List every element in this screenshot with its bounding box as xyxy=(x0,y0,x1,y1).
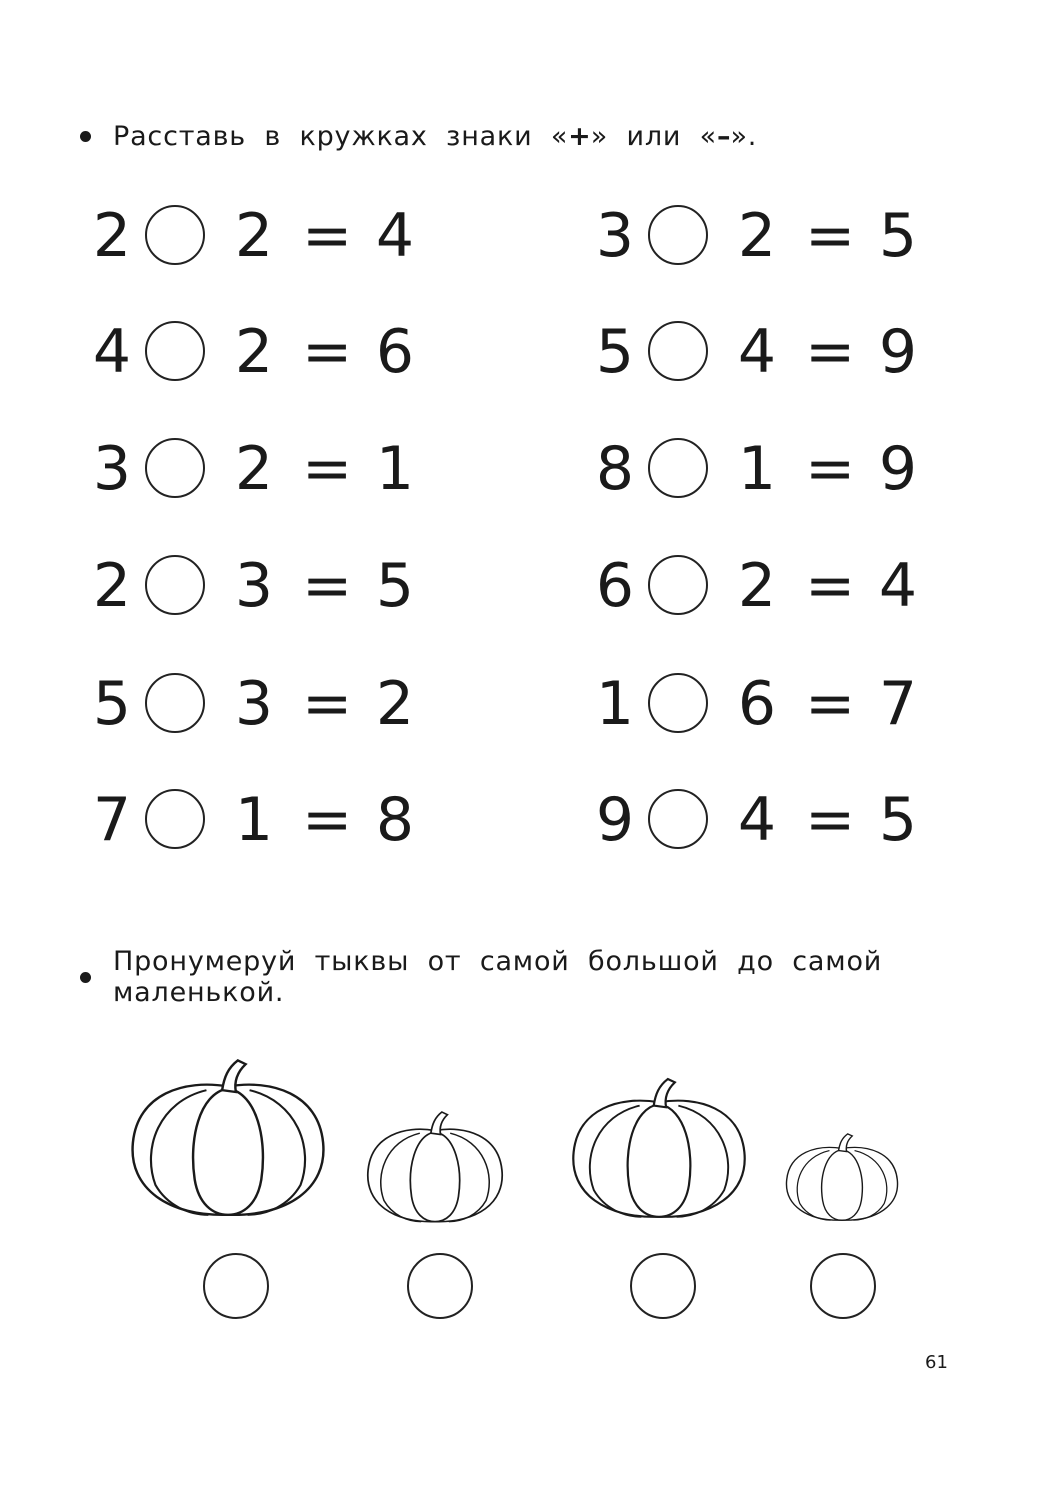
plus-sign: + xyxy=(568,121,591,152)
sign-slot[interactable] xyxy=(145,205,205,265)
operand-a: 5 xyxy=(595,317,635,387)
operand-a: 2 xyxy=(92,201,132,271)
minus-sign: – xyxy=(716,121,731,152)
equals-sign: = xyxy=(302,434,353,504)
operand-b: 6 xyxy=(737,669,777,739)
bullet-icon xyxy=(80,972,91,983)
sign-slot[interactable] xyxy=(648,438,708,498)
operand-b: 2 xyxy=(737,201,777,271)
pumpkin-number-slot-2[interactable] xyxy=(407,1253,473,1319)
pumpkin-number-slot-1[interactable] xyxy=(203,1253,269,1319)
operand-a: 9 xyxy=(595,785,635,855)
pumpkin-icon xyxy=(573,1079,744,1217)
equals-sign: = xyxy=(302,317,353,387)
task-instruction-pumpkins xyxy=(80,946,1050,1008)
result: 9 xyxy=(878,434,918,504)
operand-b: 2 xyxy=(234,317,274,387)
pumpkins-illustration xyxy=(0,1040,1050,1240)
equals-sign: = xyxy=(302,669,353,739)
result: 8 xyxy=(375,785,415,855)
pumpkin-icon xyxy=(786,1134,897,1220)
pumpkin-number-slot-4[interactable] xyxy=(810,1253,876,1319)
operand-a: 8 xyxy=(595,434,635,504)
result: 4 xyxy=(878,551,918,621)
instruction-text: Пронумеруй тыквы от самой большой до самой маленькой. xyxy=(113,946,883,1008)
sign-slot[interactable] xyxy=(145,438,205,498)
sign-slot[interactable] xyxy=(648,555,708,615)
sign-slot[interactable] xyxy=(648,205,708,265)
operand-a: 1 xyxy=(595,669,635,739)
operand-a: 4 xyxy=(92,317,132,387)
operand-a: 6 xyxy=(595,551,635,621)
operand-a: 3 xyxy=(595,201,635,271)
operand-b: 2 xyxy=(234,201,274,271)
page-number: 61 xyxy=(925,1352,948,1373)
equals-sign: = xyxy=(805,785,856,855)
sign-slot[interactable] xyxy=(145,321,205,381)
sign-slot[interactable] xyxy=(648,321,708,381)
result: 6 xyxy=(375,317,415,387)
equals-sign: = xyxy=(805,669,856,739)
operand-a: 7 xyxy=(92,785,132,855)
equals-sign: = xyxy=(302,785,353,855)
operand-a: 3 xyxy=(92,434,132,504)
result: 5 xyxy=(878,201,918,271)
operand-a: 2 xyxy=(92,551,132,621)
sign-slot[interactable] xyxy=(145,789,205,849)
equals-sign: = xyxy=(302,201,353,271)
pumpkin-icon xyxy=(368,1112,502,1222)
equals-sign: = xyxy=(805,317,856,387)
equals-sign: = xyxy=(805,201,856,271)
result: 2 xyxy=(375,669,415,739)
result: 5 xyxy=(375,551,415,621)
operand-b: 4 xyxy=(737,317,777,387)
equals-sign: = xyxy=(805,551,856,621)
pumpkin-number-slot-3[interactable] xyxy=(630,1253,696,1319)
result: 5 xyxy=(878,785,918,855)
operand-b: 3 xyxy=(234,669,274,739)
operand-b: 1 xyxy=(737,434,777,504)
sign-slot[interactable] xyxy=(648,673,708,733)
sign-slot[interactable] xyxy=(145,555,205,615)
sign-slot[interactable] xyxy=(648,789,708,849)
result: 9 xyxy=(878,317,918,387)
sign-slot[interactable] xyxy=(145,673,205,733)
operand-b: 1 xyxy=(234,785,274,855)
equals-sign: = xyxy=(805,434,856,504)
operand-b: 2 xyxy=(234,434,274,504)
equals-sign: = xyxy=(302,551,353,621)
operand-a: 5 xyxy=(92,669,132,739)
result: 7 xyxy=(878,669,918,739)
operand-b: 4 xyxy=(737,785,777,855)
operand-b: 2 xyxy=(737,551,777,621)
result: 4 xyxy=(375,201,415,271)
pumpkin-icon xyxy=(133,1060,324,1214)
instruction-text-middle: » или « xyxy=(590,121,717,152)
instruction-text-before: Расставь в кружках знаки « xyxy=(113,121,569,152)
instruction-text-after: ». xyxy=(730,121,758,152)
result: 1 xyxy=(375,434,415,504)
operand-b: 3 xyxy=(234,551,274,621)
